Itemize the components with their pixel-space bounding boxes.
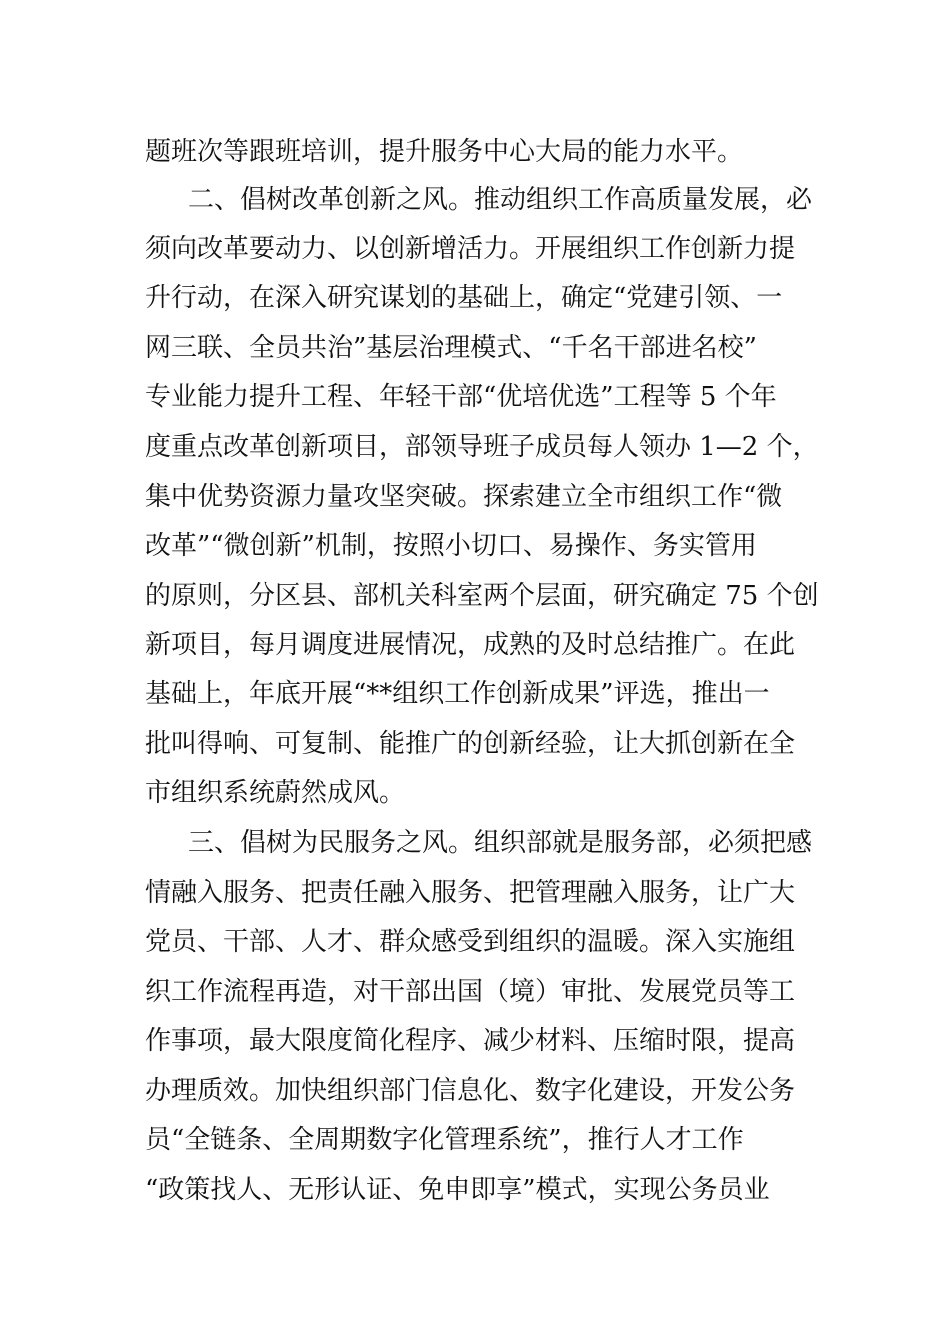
text-line: 专业能力提升工程、年轻干部“优培优选”工程等 5 个年 bbox=[145, 382, 777, 412]
text-line: 批叫得响、可复制、能推广的创新经验，让大抓创新在全 bbox=[145, 729, 796, 759]
text-line: 作事项，最大限度简化程序、减少材料、压缩时限，提高 bbox=[145, 1026, 796, 1056]
text-line: 织工作流程再造，对干部出国（境）审批、发展党员等工 bbox=[145, 977, 796, 1007]
text-line: 升行动，在深入研究谋划的基础上，确定“党建引领、一 bbox=[145, 283, 783, 313]
text-line: 的原则，分区县、部机关科室两个层面，研究确定 75 个创 bbox=[145, 581, 819, 611]
text-line: 基础上，年底开展“**组织工作创新成果”评选，推出一 bbox=[145, 679, 770, 709]
text-line: 党员、干部、人才、群众感受到组织的温暖。深入实施组 bbox=[145, 927, 796, 957]
paragraph-start-line: 二、倡树改革创新之风。推动组织工作高质量发展，必 bbox=[188, 185, 813, 215]
text-line: 度重点改革创新项目，部领导班子成员每人领办 1—2 个， bbox=[145, 432, 819, 462]
text-line: 须向改革要动力、以创新增活力。开展组织工作创新力提 bbox=[145, 234, 796, 264]
text-line: “政策找人、无形认证、免申即享”模式，实现公务员业 bbox=[145, 1175, 770, 1205]
text-line: 办理质效。加快组织部门信息化、数字化建设，开发公务 bbox=[145, 1076, 796, 1106]
text-line: 网三联、全员共治”基层治理模式、“千名干部进名校” bbox=[145, 333, 757, 363]
text-line: 新项目，每月调度进展情况，成熟的及时总结推广。在此 bbox=[145, 630, 796, 660]
paragraph-start-line: 三、倡树为民服务之风。组织部就是服务部，必须把感 bbox=[188, 828, 813, 858]
text-line: 情融入服务、把责任融入服务、把管理融入服务，让广大 bbox=[145, 878, 796, 908]
text-line: 市组织系统蔚然成风。 bbox=[145, 778, 406, 808]
text-line: 集中优势资源力量攻坚突破。探索建立全市组织工作“微 bbox=[145, 482, 783, 512]
text-line: 题班次等跟班培训，提升服务中心大局的能力水平。 bbox=[145, 137, 744, 167]
text-line: 改革”“微创新”机制，按照小切口、易操作、务实管用 bbox=[145, 531, 757, 561]
text-line: 员“全链条、全周期数字化管理系统”，推行人才工作 bbox=[145, 1125, 744, 1155]
